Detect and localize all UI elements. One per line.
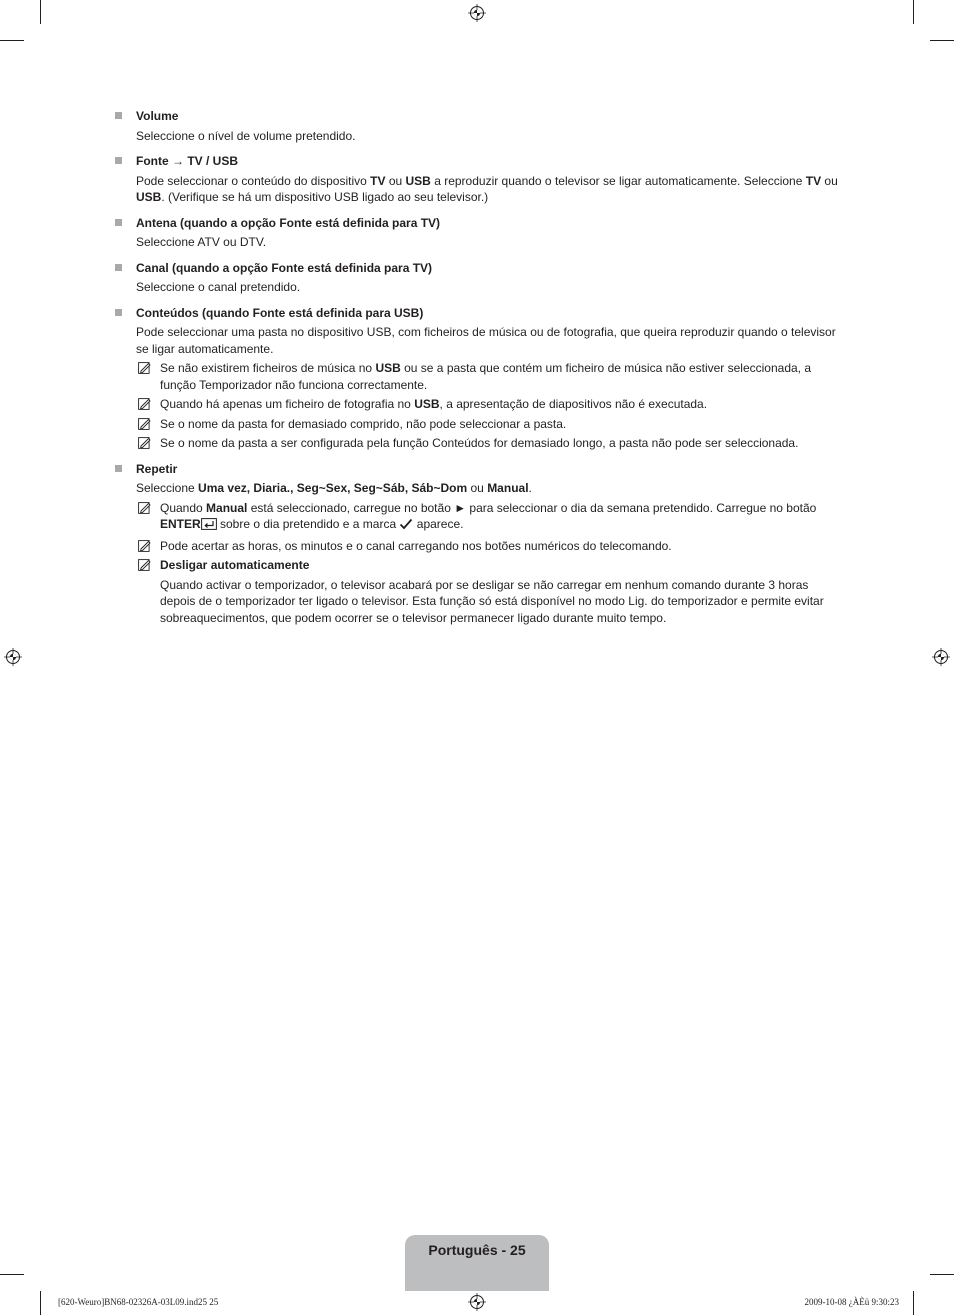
option-description bbox=[136, 279, 838, 296]
note-text bbox=[160, 435, 838, 452]
square-bullet-icon bbox=[115, 157, 122, 164]
square-bullet-icon bbox=[115, 465, 122, 472]
crop-mark bbox=[40, 1291, 41, 1315]
note-pencil-icon bbox=[138, 539, 151, 552]
note-text bbox=[160, 577, 838, 627]
square-bullet-icon bbox=[115, 219, 122, 226]
option-description bbox=[136, 234, 838, 251]
note-item bbox=[136, 416, 838, 433]
crop-mark bbox=[913, 0, 914, 24]
note-pencil-icon bbox=[138, 417, 151, 430]
text-run: Seleccione o nível de volume pretendido. bbox=[136, 128, 356, 143]
note-pencil-icon bbox=[138, 558, 151, 571]
option-heading: Antena (quando a opção Fonte está definida para TV) bbox=[136, 215, 441, 230]
option-heading: Conteúdos (quando Fonte está definida para USB) bbox=[136, 305, 424, 320]
enter-icon bbox=[201, 518, 217, 535]
registration-mark-icon bbox=[468, 4, 486, 22]
text-run: Quando há apenas um ficheiro de fotografia no bbox=[160, 397, 415, 411]
note-text bbox=[160, 538, 838, 555]
note-text bbox=[160, 360, 838, 393]
text-run: está seleccionado, carregue no botão ► para seleccionar o dia da semana pretendido. Carregue no botão bbox=[247, 500, 817, 515]
note-pencil-icon bbox=[138, 397, 151, 410]
bold-text: ENTER bbox=[160, 517, 201, 531]
menu-option-section bbox=[113, 260, 838, 296]
text-run: Seleccione ATV ou DTV. bbox=[136, 235, 267, 249]
text-run: ou se a pasta que contém um ficheiro de música não estiver seleccionada, a função Temporizador não funciona correctamente. bbox=[160, 361, 812, 392]
menu-option-section bbox=[113, 153, 838, 206]
text-run: Se o nome da pasta for demasiado comprido, não pode seleccionar a pasta. bbox=[160, 416, 567, 431]
crop-mark bbox=[930, 1274, 954, 1275]
crop-mark bbox=[40, 0, 41, 24]
option-heading: Volume bbox=[136, 109, 179, 123]
note-item bbox=[136, 435, 838, 452]
menu-option-section bbox=[113, 215, 838, 251]
text-run: sobre o dia pretendido e a marca bbox=[216, 517, 400, 531]
bold-text: USB bbox=[136, 190, 162, 204]
registration-mark-icon bbox=[4, 648, 22, 666]
text-run: Quando bbox=[160, 500, 207, 515]
note-pencil-icon bbox=[138, 436, 151, 449]
text-run: Seleccione bbox=[136, 481, 199, 495]
text-run: Quando activar o temporizador, o televisor acabará por se desligar se não carregar em nenhum comando durante 3 horas depois de o temporizador ter ligado o televisor. Esta função só está disponível no modo Lig. do temporizador e permite evitar sobreaquecimentos, que podem ocorrer se o televisor permanecer ligado durante muito tempo. bbox=[160, 577, 824, 625]
print-file-info: [620-Weuro]BN68-02326A-03L09.ind25 25 bbox=[58, 1297, 219, 1307]
bold-text: USB bbox=[405, 173, 431, 188]
crop-mark bbox=[913, 1291, 914, 1315]
note-text bbox=[160, 416, 838, 433]
note-heading: Desligar automaticamente bbox=[160, 558, 310, 572]
manual-content bbox=[113, 108, 838, 635]
print-timestamp: 2009-10-08 ¿ÀÈü 9:30:23 bbox=[804, 1297, 899, 1307]
note-item bbox=[136, 396, 838, 413]
square-bullet-icon bbox=[115, 309, 122, 316]
text-run: . bbox=[528, 481, 532, 495]
note-text bbox=[160, 396, 838, 413]
menu-option-section bbox=[113, 108, 838, 144]
text-run: Pode seleccionar o conteúdo do dispositivo bbox=[136, 173, 371, 188]
text-run: aparece. bbox=[413, 517, 464, 531]
square-bullet-icon bbox=[115, 264, 122, 271]
text-run: ou bbox=[821, 173, 838, 188]
note-item bbox=[136, 557, 838, 626]
option-description bbox=[136, 128, 838, 145]
menu-option-section bbox=[113, 305, 838, 452]
note-item bbox=[136, 538, 838, 555]
registration-mark-icon bbox=[468, 1293, 486, 1311]
note-pencil-icon bbox=[138, 361, 151, 374]
option-description bbox=[136, 480, 838, 497]
text-run: a reproduzir quando o televisor se ligar automaticamente. Seleccione bbox=[430, 173, 806, 188]
check-mark-icon bbox=[399, 518, 413, 535]
bold-text: Uma vez, Diaria., Seg~Sex, Seg~Sáb, Sáb~Dom bbox=[198, 481, 468, 495]
option-heading: Canal (quando a opção Fonte está definida para TV) bbox=[136, 260, 433, 275]
note-pencil-icon bbox=[138, 501, 151, 514]
crop-mark bbox=[0, 1274, 24, 1275]
text-run: Seleccione o canal pretendido. bbox=[136, 280, 301, 294]
text-run: Pode acertar as horas, os minutos e o canal carregando nos botões numéricos do telecomando. bbox=[160, 538, 672, 553]
crop-mark bbox=[0, 40, 24, 41]
text-run: ou bbox=[385, 173, 406, 188]
text-run: Se não existirem ficheiros de música no bbox=[160, 361, 376, 375]
text-run: Pode seleccionar uma pasta no dispositivo USB, com ficheiros de música ou de fotografia, que queira reproduzir quando o televisor se ligar automaticamente. bbox=[136, 325, 836, 356]
text-run: . (Verifique se há um dispositivo USB ligado ao seu televisor.) bbox=[161, 190, 489, 204]
menu-option-section bbox=[113, 461, 838, 627]
text-run: Se o nome da pasta a ser configurada pela função Conteúdos for demasiado longo, a pasta não pode ser seleccionada. bbox=[160, 436, 799, 450]
bold-text: TV bbox=[370, 173, 386, 188]
crop-mark bbox=[930, 40, 954, 41]
square-bullet-icon bbox=[115, 112, 122, 119]
text-run: ou bbox=[467, 481, 488, 495]
page-number-label: Português - 25 bbox=[428, 1242, 526, 1258]
bold-text: USB bbox=[375, 361, 401, 375]
registration-mark-icon bbox=[932, 648, 950, 666]
bold-text: TV bbox=[805, 173, 822, 188]
bold-text: Manual bbox=[487, 481, 529, 495]
text-run: , a apresentação de diapositivos não é executada. bbox=[439, 397, 708, 411]
bold-text: USB bbox=[414, 397, 440, 411]
option-heading: Fonte → TV / USB bbox=[136, 154, 238, 168]
note-text bbox=[160, 500, 838, 535]
option-heading: Repetir bbox=[136, 461, 178, 476]
option-description bbox=[136, 324, 838, 357]
note-item bbox=[136, 360, 838, 393]
bold-text: Manual bbox=[206, 500, 248, 515]
option-description bbox=[136, 173, 838, 206]
note-item bbox=[136, 500, 838, 535]
